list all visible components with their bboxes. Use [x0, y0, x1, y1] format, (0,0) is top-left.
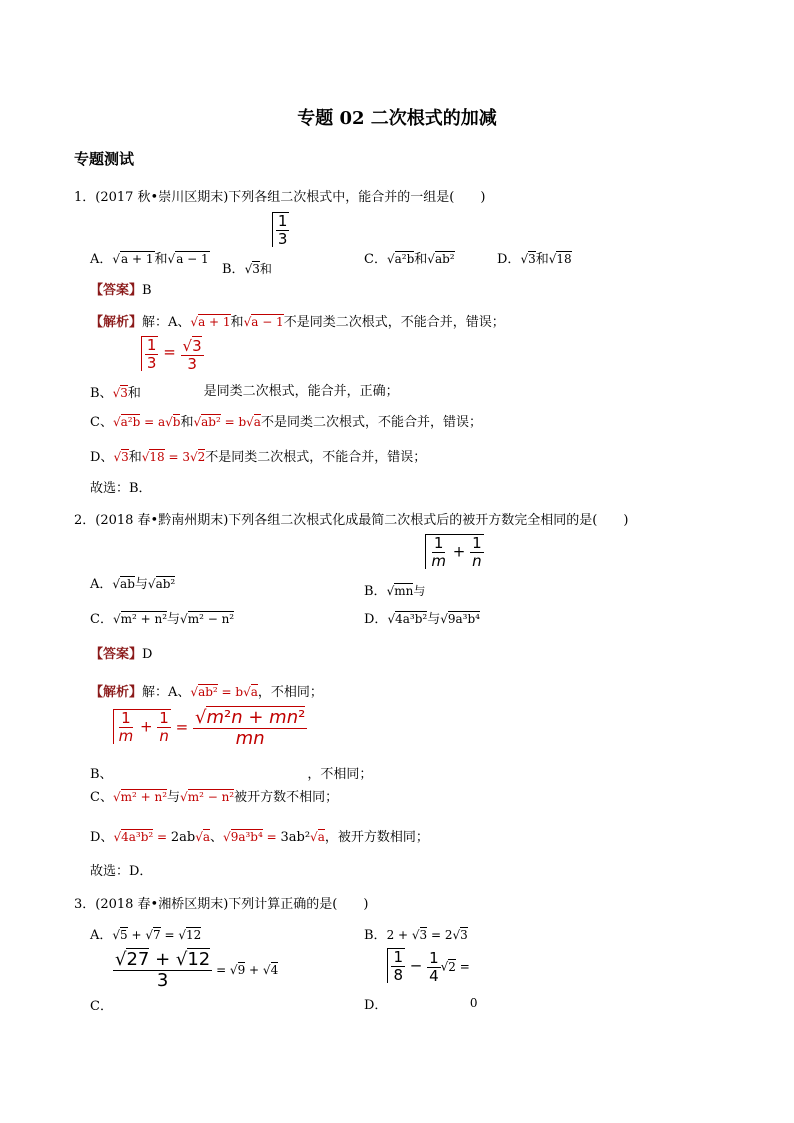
q2-option-b: B．√mn与 $\frac{1}{m}$ + $\frac{1}{n}$ — [364, 534, 482, 599]
q1-analysis-d: D、√3和√18 = 3√2不是同类二次根式，不能合并，错误； — [90, 450, 427, 465]
section-heading: 专题测试 — [74, 150, 135, 168]
q3-option-d: D． $\frac{1}{8}$ − $\frac{1}{4}$ √2 =0 — [364, 948, 478, 1013]
q1-option-a: A．√a + 1和√a − 1 — [90, 252, 209, 267]
q2-option-c: C．√m² + n²与√m² − n² — [90, 612, 235, 627]
q3-option-a: A．√5 + √7 = √12 — [90, 928, 202, 943]
q3-option-b: B．2 + √3 = 2√3 — [364, 928, 468, 943]
q2-answer: 【答案】D — [90, 647, 153, 662]
q1-option-c: C．√a²b和√ab² — [364, 252, 455, 267]
q1-option-d: D．√3和√18 — [497, 252, 572, 267]
q1-answer: 【答案】B — [90, 283, 152, 298]
q1-analysis-b: B、√3和 $\frac{1}{3}$ = $\frac{√3}{3}$ 是同类二次根式，能合并，正确； — [90, 336, 399, 401]
q2-option-d: D．√4a³b²与√9a³b⁴ — [364, 612, 480, 627]
q3-option-c: C． $\frac{√27 + √12}{3}$ = √9 + √4 — [90, 949, 279, 1014]
q1-option-b: B．√3和 $\frac{1}{3}$ — [222, 212, 288, 277]
q1-stem: 1．(2017 秋•崇川区期末)下列各组二次根式中，能合并的一组是( ) — [74, 190, 486, 205]
q2-choose: 故选：D． — [90, 864, 153, 879]
q2-stem: 2．(2018 春•黔南州期末)下列各组二次根式化成最简二次根式后的被开方数完全相同的是( ) — [74, 513, 629, 528]
q1-analysis-a: 【解析】解：A、√a + 1和√a − 1不是同类二次根式，不能合并，错误； — [90, 315, 505, 330]
q2-analysis-b: B、 $\frac{1}{m}$ + $\frac{1}{n}$ = $\frac{\text{√m²n + mn²}}{mn}$ ，不相同； — [90, 707, 373, 782]
q2-analysis-c: C、√m² + n²与√m² − n²被开方数不相同； — [90, 790, 339, 805]
q1-analysis-c: C、√a²b = a√b和√ab² = b√a不是同类二次根式，不能合并，错误； — [90, 415, 482, 430]
q2-option-a: A．√ab与√ab² — [90, 577, 176, 592]
q2-analysis-d: D、√4a³b² = 2ab√a、√9a³b⁴ = 3ab²√a，被开方数相同； — [90, 830, 429, 845]
q3-stem: 3．(2018 春•湘桥区期末)下列计算正确的是( ) — [74, 897, 369, 912]
q1-choose: 故选：B． — [90, 481, 152, 496]
page-title: 专题 02 二次根式的加减 — [297, 108, 497, 129]
q2-analysis-a: 【解析】解：A、√ab² = b√a，不相同； — [90, 685, 323, 700]
